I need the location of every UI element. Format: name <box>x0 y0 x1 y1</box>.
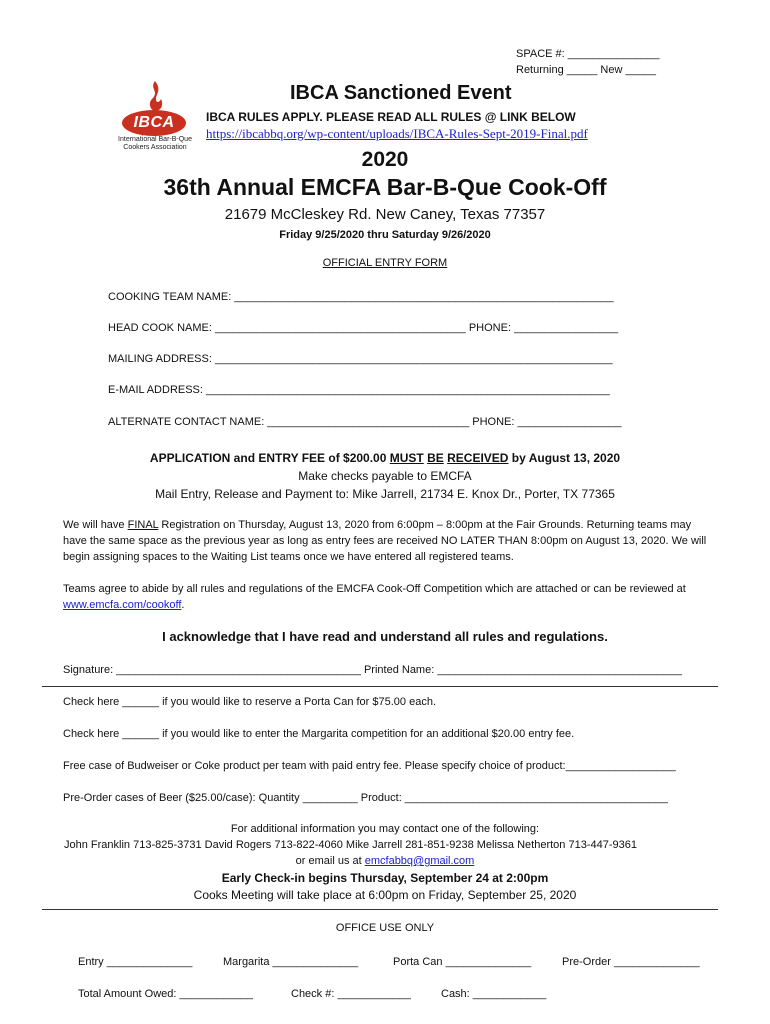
space-number-field[interactable]: SPACE #: _______________ <box>516 48 660 60</box>
form-title: OFFICIAL ENTRY FORM <box>322 257 448 269</box>
porta-can-checkbox-line[interactable]: Check here ______ if you would like to reserve a Porta Can for $75.00 each. <box>63 696 437 708</box>
agreement-paragraph: Teams agree to abide by all rules and regulations of the EMCFA Cook-Off Competition which are attached or can be reviewed at www.emcfa.com/cookoff. <box>63 583 686 611</box>
contact-intro: For additional information you may contact one of the following: <box>230 823 540 835</box>
rules-link[interactable]: https://ibcabbq.org/wp-content/uploads/IBCA-Rules-Sept-2019-Final.pdf <box>206 126 588 141</box>
sanctioned-heading: IBCA Sanctioned Event <box>290 82 512 104</box>
rules-apply-text: IBCA RULES APPLY. PLEASE READ ALL RULES @ LINK BELOW <box>206 110 576 124</box>
contact-email-line: or email us at emcfabbq@gmail.com <box>295 855 475 867</box>
checks-payable-text: Make checks payable to EMCFA <box>298 469 472 483</box>
office-margarita-field[interactable]: Margarita ______________ <box>223 956 359 968</box>
signature-field[interactable]: Signature: ________________________________________ Printed Name: ________________________________________ <box>63 664 683 676</box>
event-address: 21679 McCleskey Rd. New Caney, Texas 77357 <box>224 206 546 223</box>
mail-entry-text: Mail Entry, Release and Payment to: Mike Jarrell, 21734 E. Knox Dr., Porter, TX 77365 <box>155 487 615 501</box>
acknowledge-statement: I acknowledge that I have read and understand all rules and regulations. <box>162 629 608 644</box>
office-total-owed-field[interactable]: Total Amount Owed: ____________ <box>78 988 253 1000</box>
margarita-checkbox-line[interactable]: Check here ______ if you would like to enter the Margarita competition for an additional $20.00 entry fee. <box>63 728 575 740</box>
section-divider <box>42 686 718 687</box>
ibca-logo-text: IBCA <box>122 110 186 136</box>
office-check-number-field[interactable]: Check #: ____________ <box>291 988 411 1000</box>
contact-people: John Franklin 713-825-3731 David Rogers 713-822-4060 Mike Jarrell 281-851-9238 Melissa Netherton 713-447-9361 <box>64 839 637 851</box>
head-cook-field[interactable]: HEAD COOK NAME: _________________________________________ PHONE: _________________ <box>108 322 619 334</box>
event-title: 36th Annual EMCFA Bar-B-Que Cook-Off <box>163 174 607 200</box>
entry-fee-heading: APPLICATION and ENTRY FEE of $200.00 MUST BE RECEIVED by August 13, 2020 <box>149 451 621 465</box>
cooks-meeting-text: Cooks Meeting will take place at 6:00pm on Friday, September 25, 2020 <box>193 888 577 902</box>
office-use-title: OFFICE USE ONLY <box>335 922 435 934</box>
alternate-contact-field[interactable]: ALTERNATE CONTACT NAME: _________________________________ PHONE: _________________ <box>108 416 622 428</box>
email-address-field[interactable]: E-MAIL ADDRESS: __________________________________________________________________ <box>108 384 610 396</box>
cookoff-rules-link[interactable]: www.emcfa.com/cookoff <box>63 599 182 611</box>
event-dates: Friday 9/25/2020 thru Saturday 9/26/2020 <box>279 229 491 241</box>
office-entry-field[interactable]: Entry ______________ <box>78 956 193 968</box>
early-checkin-text: Early Check-in begins Thursday, September 24 at 2:00pm <box>221 871 549 885</box>
cooking-team-name-field[interactable]: COOKING TEAM NAME: ______________________________________________________________ <box>108 291 614 303</box>
mailing-address-field[interactable]: MAILING ADDRESS: _________________________________________________________________ <box>108 353 613 365</box>
ibca-org-name: International Bar-B-Que Cookers Association <box>118 136 192 151</box>
registration-paragraph: We will have FINAL Registration on Thursday, August 13, 2020 from 6:00pm – 8:00pm at the Fair Grounds. Returning teams may have the same space as the previous year as long as entry fees are received NO LATER THAN 8:00pm on August 13, 2020. We will begin assigning spaces to the Waiting List teams once we have entered all registered teams. <box>63 519 707 563</box>
office-cash-field[interactable]: Cash: ____________ <box>441 988 547 1000</box>
contact-email-link[interactable]: emcfabbq@gmail.com <box>364 855 475 867</box>
office-porta-can-field[interactable]: Porta Can ______________ <box>393 956 532 968</box>
office-preorder-field[interactable]: Pre-Order ______________ <box>562 956 700 968</box>
flame-icon <box>144 80 166 112</box>
returning-new-field[interactable]: Returning _____ New _____ <box>516 64 657 76</box>
event-year: 2020 <box>361 148 409 171</box>
office-divider <box>42 909 718 910</box>
free-case-field[interactable]: Free case of Budweiser or Coke product per team with paid entry fee. Please specify choice of product:__________________ <box>63 760 676 772</box>
preorder-beer-field[interactable]: Pre-Order cases of Beer ($25.00/case): Quantity _________ Product: ___________________________________________ <box>63 792 668 804</box>
